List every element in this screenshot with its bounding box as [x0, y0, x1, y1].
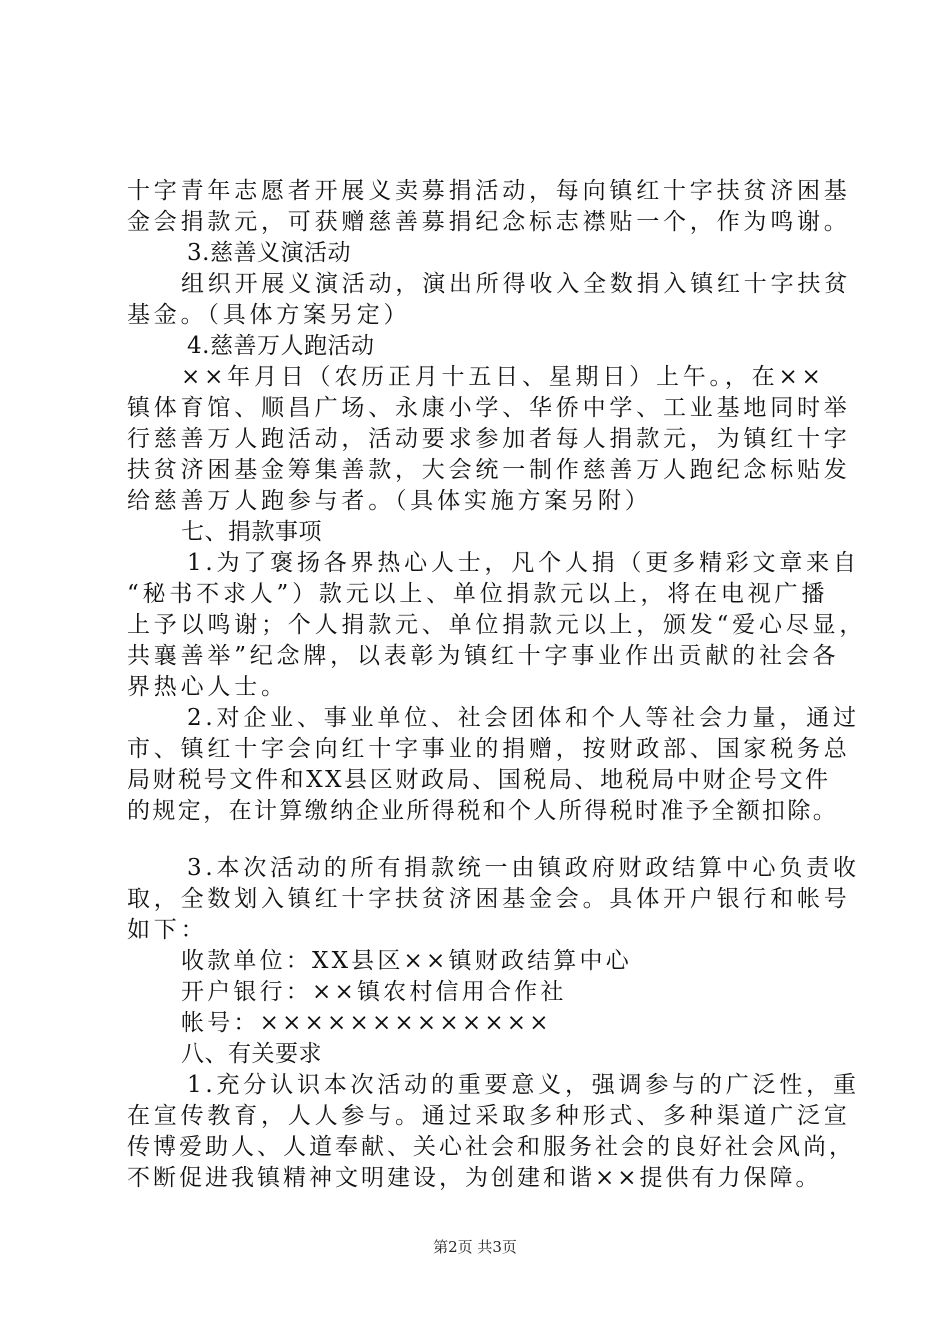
section-heading: 3.慈善义演活动	[187, 240, 351, 266]
paragraph-line: 给慈善万人跑参与者。（具体实施方案另附）	[127, 488, 652, 514]
paragraph-line: 行慈善万人跑活动，活动要求参加者每人捐款元，为镇红十字	[127, 426, 851, 452]
paragraph-line: 共襄善举”纪念牌，以表彰为镇红十字事业作出贡献的社会各	[127, 643, 840, 669]
bank-info-line: 开户银行：××镇农村信用合作社	[181, 979, 567, 1005]
paragraph-line: ××年月日（农历正月十五日、星期日）上午。，在××	[181, 364, 825, 390]
paragraph-line: 在宣传教育，人人参与。通过采取多种形式、多种渠道广泛宣	[127, 1103, 851, 1129]
paragraph-line: 不断促进我镇精神文明建设，为创建和谐××提供有力保障。	[127, 1165, 822, 1191]
paragraph-line: 金会捐款元，可获赠慈善募捐纪念标志襟贴一个，作为鸣谢。	[127, 209, 851, 235]
paragraph-line: 镇体育馆、顺昌广场、永康小学、华侨中学、工业基地同时举	[127, 395, 851, 421]
page-number: 第2页 共3页	[433, 1238, 517, 1256]
paragraph-line: 组织开展义演活动，演出所得收入全数捐入镇红十字扶贫	[181, 271, 851, 297]
paragraph-line: 市、镇红十字会向红十字事业的捐赠，按财政部、国家税务总	[127, 736, 851, 762]
paragraph-line: 上予以鸣谢；个人捐款元、单位捐款元以上，颁发“爱心尽显，	[127, 612, 867, 638]
paragraph-line: 传博爱助人、人道奉献、关心社会和服务社会的良好社会风尚，	[127, 1134, 855, 1160]
bank-info-line: 帐号：×××××××××××××	[181, 1010, 552, 1036]
bank-info-line: 收款单位：XX县区××镇财政结算中心	[181, 948, 632, 974]
paragraph-line: 取，全数划入镇红十字扶贫济困基金会。具体开户银行和帐号	[127, 886, 851, 912]
paragraph-line: 的规定，在计算缴纳企业所得税和个人所得税时准予全额扣除。	[127, 798, 839, 824]
paragraph-line: 3.本次活动的所有捐款统一由镇政府财政结算中心负责收	[187, 855, 860, 881]
paragraph-line: 十字青年志愿者开展义卖募捐活动，每向镇红十字扶贫济困基	[127, 178, 851, 204]
paragraph-line: 扶贫济困基金筹集善款，大会统一制作慈善万人跑纪念标贴发	[127, 457, 851, 483]
section-heading: 八、有关要求	[181, 1041, 322, 1067]
paragraph-line: 1.为了褒扬各界热心人士，凡个人捐（更多精彩文章来自	[187, 550, 860, 576]
paragraph-line: 如下：	[127, 917, 208, 943]
paragraph-line: 界热心人士。	[127, 674, 288, 700]
section-heading: 七、捐款事项	[181, 519, 322, 545]
paragraph-line: 1.充分认识本次活动的重要意义，强调参与的广泛性，重	[187, 1072, 860, 1098]
paragraph-line: 局财税号文件和XX县区财政局、国税局、地税局中财企号文件	[127, 767, 831, 793]
paragraph-line: 2.对企业、事业单位、社会团体和个人等社会力量，通过	[187, 705, 860, 731]
paragraph-line: 基金。（具体方案另定）	[127, 302, 411, 328]
section-heading: 4.慈善万人跑活动	[187, 333, 375, 359]
paragraph-line: “秘书不求人”）款元以上、单位捐款元以上，将在电视广播	[127, 581, 829, 607]
